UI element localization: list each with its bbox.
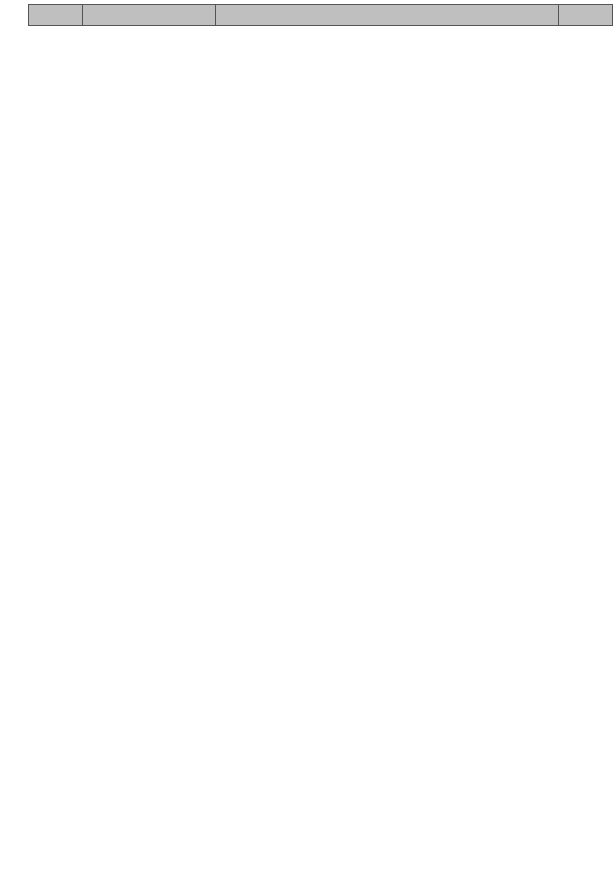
header-range	[216, 5, 559, 26]
table-header-row	[29, 5, 613, 26]
header-default	[559, 5, 613, 26]
mark-column	[0, 0, 28, 879]
header-name	[83, 5, 216, 26]
parameter-table	[28, 4, 613, 26]
header-code	[29, 5, 83, 26]
